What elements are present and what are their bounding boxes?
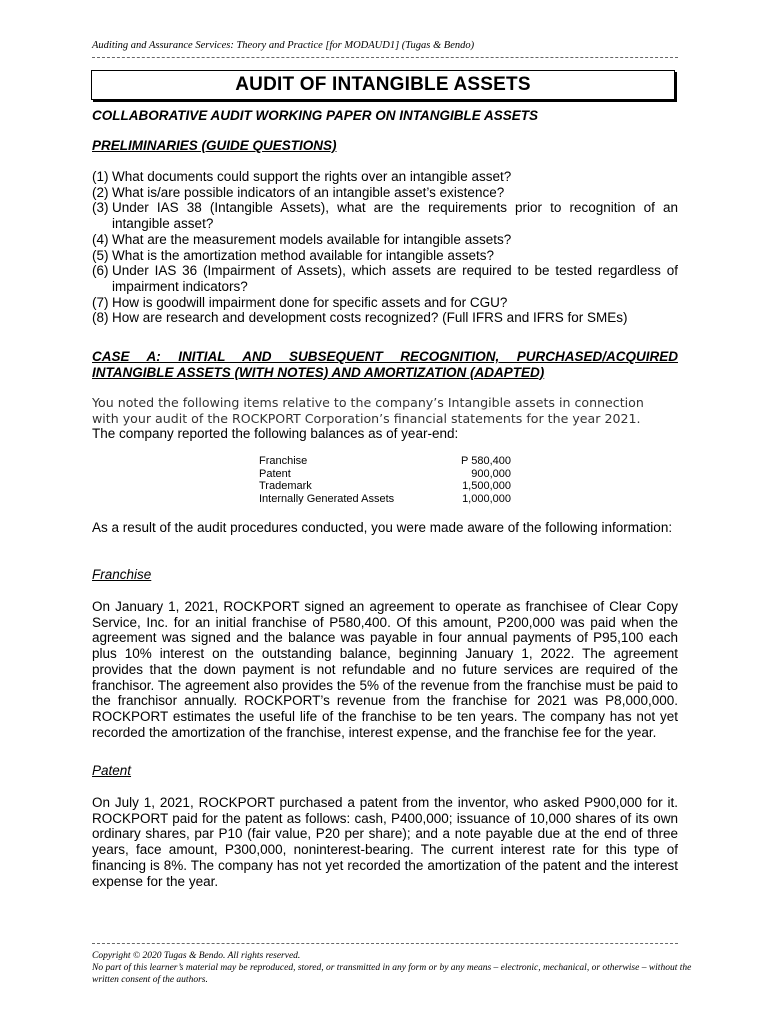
question-number: (6) — [92, 263, 109, 279]
balance-amount: P 580,400 — [461, 455, 511, 467]
question-number: (5) — [92, 247, 109, 263]
case-intro-line1: You noted the following items relative to the company’s Intangible assets in connection — [92, 395, 644, 410]
case-a-heading-line1: CASE A: INITIAL AND SUBSEQUENT RECOGNITION, PURCHASED/ACQUIRED — [92, 349, 678, 364]
patent-heading: Patent — [92, 763, 132, 778]
balance-item: Franchise — [259, 455, 308, 467]
balance-item: Trademark — [259, 480, 312, 492]
guide-questions-list — [92, 169, 678, 326]
case-intro-line3: The company reported the following balances as of year-end: — [92, 426, 459, 441]
running-header: Auditing and Assurance Services: Theory and Practice [for MODAUD1] (Tugas & Bendo) — [92, 40, 475, 51]
question-number: (3) — [92, 200, 109, 216]
question-item — [92, 310, 678, 326]
patent-paragraph: On July 1, 2021, ROCKPORT purchased a patent from the inventor, who asked P900,000 for it. ROCKPORT paid for the patent as follows: cash, P400,000; issuance of 10,000 shares of its own ordinary shares, par P10 (fair value, P20 per share); and a note payable due at the end of three years, face amount, P300,000, noninterest-bearing. The current interest rate for this type of financing is 8%. The company has not yet recorded the amortization of the patent and the interest expense for the year. — [92, 795, 678, 889]
footer-divider — [92, 943, 678, 944]
case-intro-line2: with your audit of the ROCKPORT Corporation’s financial statements for the year 2021. — [92, 411, 641, 426]
balance-row — [259, 455, 511, 468]
question-text: Under IAS 36 (Impairment of Assets), which assets are required to be tested regardless of impairment indicators? — [112, 263, 678, 294]
question-text: How is goodwill impairment done for specific assets and for CGU? — [112, 294, 508, 310]
question-text: Under IAS 38 (Intangible Assets), what are the requirements prior to recognition of an intangible asset? — [112, 200, 678, 232]
question-item — [92, 248, 678, 264]
balance-item: Patent — [259, 467, 291, 480]
copyright-notice: Copyright © 2020 Tugas & Bendo. All rights reserved. — [92, 951, 301, 961]
question-text: What is/are possible indicators of an intangible asset’s existence? — [112, 184, 505, 200]
question-item — [92, 200, 678, 231]
balance-row — [259, 493, 511, 506]
question-item — [92, 169, 678, 185]
rights-notice: No part of this learner’s material may be reproduced, stored, or transmitted in any form or by any means – electronic, mechanical, or otherwise – without the written consent of the authors. — [92, 963, 692, 985]
case-a-heading-line2: INTANGIBLE ASSETS (WITH NOTES) AND AMORTIZATION (ADAPTED) — [92, 364, 545, 380]
header-divider — [92, 57, 678, 58]
question-item — [92, 263, 678, 294]
balance-item: Internally Generated Assets — [259, 492, 395, 505]
question-number: (2) — [92, 184, 109, 200]
question-item — [92, 232, 678, 248]
footer — [92, 950, 692, 986]
question-text: What is the amortization method available for intangible assets? — [112, 247, 494, 263]
question-number: (1) — [92, 169, 109, 184]
balance-row — [259, 480, 511, 493]
question-item — [92, 295, 678, 311]
question-number: (7) — [92, 294, 109, 310]
balance-amount: 1,000,000 — [462, 492, 511, 505]
working-paper-subtitle: COLLABORATIVE AUDIT WORKING PAPER ON INTANGIBLE ASSETS — [92, 108, 539, 123]
question-text: How are research and development costs recognized? (Full IFRS and IFRS for SMEs) — [112, 310, 628, 326]
audit-result-paragraph: As a result of the audit procedures conducted, you were made aware of the following information: — [92, 520, 673, 535]
question-text: What documents could support the rights over an intangible asset? — [112, 169, 512, 184]
balances-table — [259, 455, 511, 505]
title-box — [91, 70, 675, 100]
balance-row — [259, 468, 511, 481]
franchise-paragraph: On January 1, 2021, ROCKPORT signed an agreement to operate as franchisee of Clear Copy Service, Inc. for an initial franchise of P580,400. Of this amount, P200,000 was paid when the agreement was signed and the balance was payable in four annual payments of P95,100 each plus 10% interest on the outstanding balance, beginning January 1, 2022. The agreement provides that the down payment is not refundable and no future services are required of the franchisor. The agreement also provides the 5% of the revenue from the franchise must be paid to the franchisor annually. ROCKPORT’s revenue from the franchise for 2021 was P8,000,000. ROCKPORT estimates the useful life of the franchise to be ten years. The company has not yet recorded the amortization of the franchise, interest expense, and the franchise fee for the year. — [92, 599, 678, 740]
balance-amount: 900,000 — [471, 467, 511, 480]
balance-amount: 1,500,000 — [462, 480, 511, 492]
case-a-heading — [92, 349, 678, 380]
question-number: (4) — [92, 231, 109, 247]
franchise-heading: Franchise — [92, 567, 152, 582]
question-number: (8) — [92, 310, 109, 326]
preliminaries-heading: PRELIMINARIES (GUIDE QUESTIONS) — [92, 138, 337, 153]
question-text: What are the measurement models available for intangible assets? — [112, 231, 512, 247]
page-title: AUDIT OF INTANGIBLE ASSETS — [235, 74, 531, 95]
question-item — [92, 185, 678, 201]
